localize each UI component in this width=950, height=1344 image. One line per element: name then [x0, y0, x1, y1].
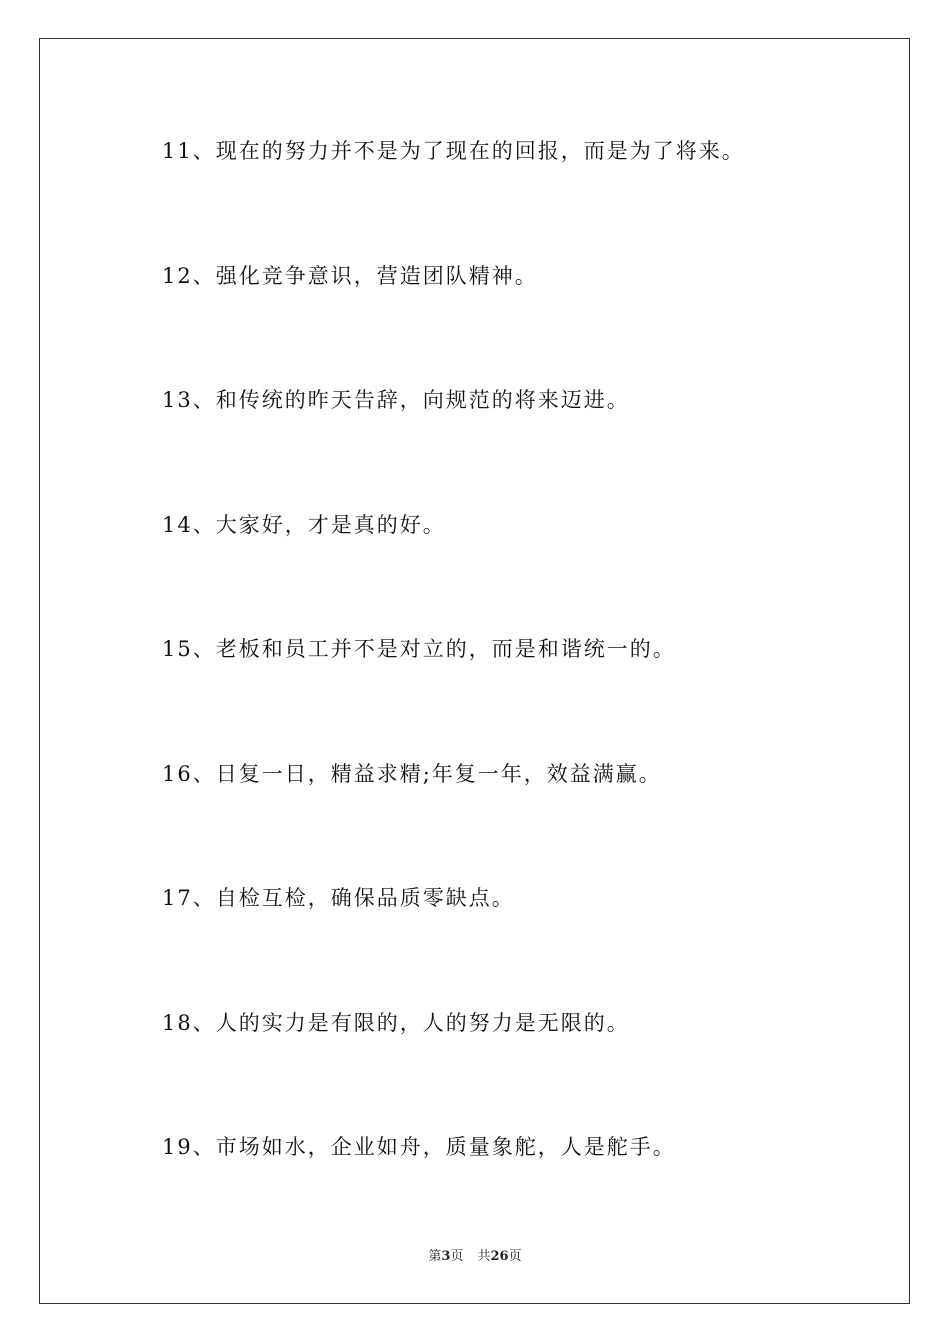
list-item: 17、自检互检，确保品质零缺点。 — [162, 886, 515, 910]
current-page-number: 3 — [441, 1249, 451, 1264]
list-item: 19、市场如水，企业如舟，质量象舵，人是舵手。 — [162, 1135, 676, 1159]
slogan-list — [162, 136, 862, 1257]
total-pages-indicator: 共26页 — [477, 1249, 522, 1264]
list-item: 14、大家好，才是真的好。 — [162, 512, 446, 537]
list-item: 15、老板和员工并不是对立的，而是和谐统一的。 — [162, 637, 676, 661]
total-pages-number: 26 — [490, 1249, 509, 1264]
list-item: 13、和传统的昨天告辞，向规范的将来迈进。 — [162, 388, 630, 412]
list-item: 11、现在的努力并不是为了现在的回报，而是为了将来。 — [162, 139, 745, 163]
list-item: 18、人的实力是有限的，人的努力是无限的。 — [162, 1010, 630, 1035]
page-indicator: 第3页 — [428, 1249, 464, 1264]
list-item: 16、日复一日，精益求精;年复一年，效益满赢。 — [162, 761, 662, 786]
page-footer — [0, 1248, 950, 1266]
list-item: 12、强化竞争意识，营造团队精神。 — [162, 263, 538, 288]
